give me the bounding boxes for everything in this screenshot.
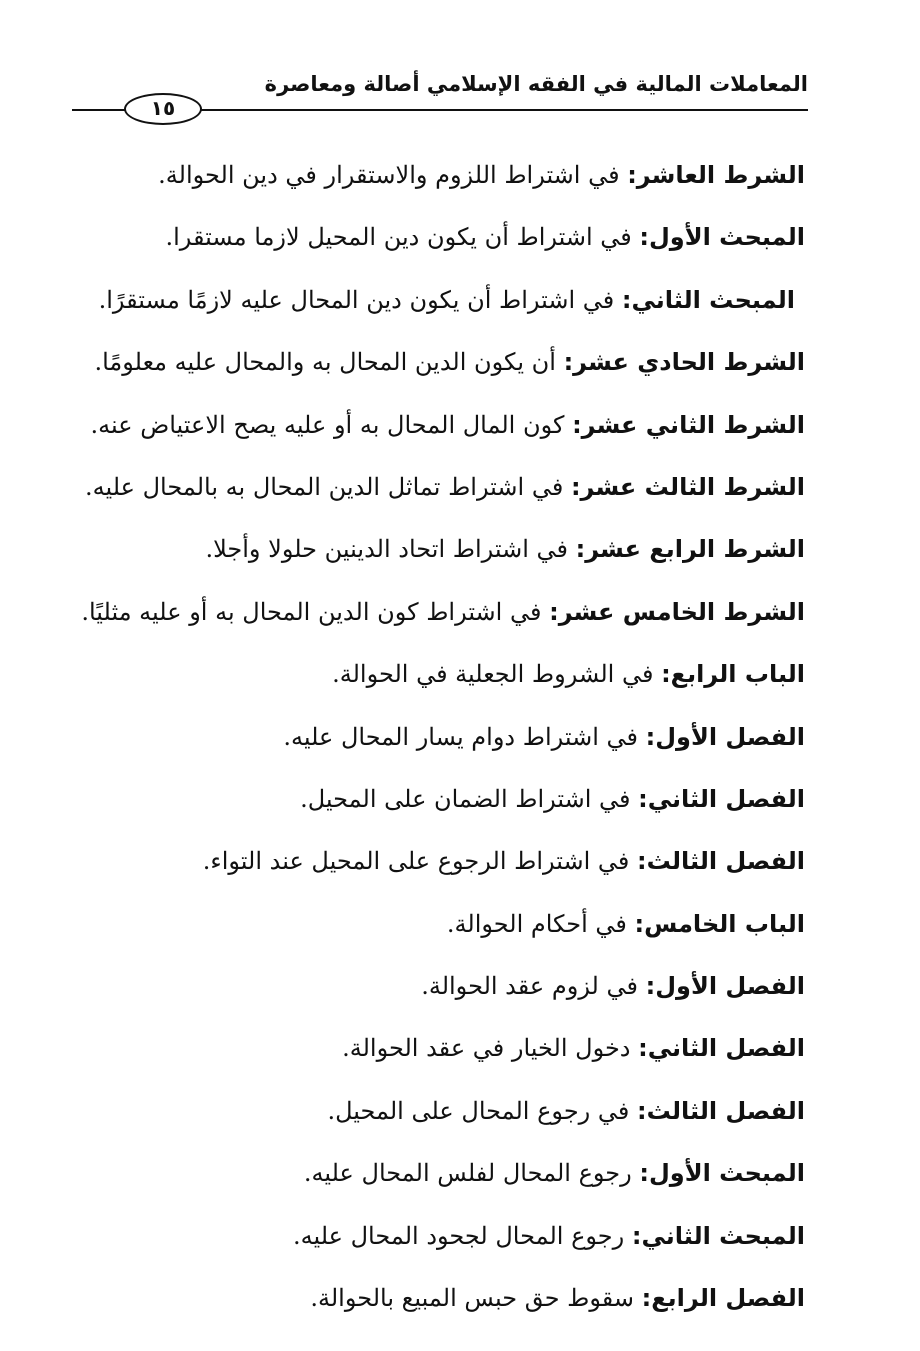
entry-text: في اشتراط الضمان على المحيل. [300, 784, 631, 813]
entry-heading: المبحث الثاني: [631, 1221, 805, 1250]
entry-heading: المبحث الثاني: [621, 285, 795, 314]
list-item [65, 774, 805, 836]
running-title: المعاملات المالية في الفقه الإسلامي أصالة ومعاصرة [264, 72, 808, 96]
entry-text: في اشتراط أن يكون دين المحيل لازما مستقرا. [165, 223, 632, 252]
entry-text: دخول الخيار في عقد الحوالة. [342, 1034, 631, 1063]
entry-heading: الباب الخامس: [634, 909, 805, 938]
list-item [65, 1211, 805, 1273]
contents-list [65, 150, 805, 1335]
entry-text: في اشتراط أن يكون دين المحال عليه لازمًا مستقرًا. [98, 285, 615, 314]
list-item [65, 212, 805, 274]
list-item [65, 1023, 805, 1085]
list-item [65, 649, 805, 711]
entry-heading: الشرط الثالث عشر: [570, 472, 805, 501]
entry-heading: الفصل الأول: [645, 972, 805, 1001]
list-item [65, 836, 805, 898]
entry-heading: الفصل الأول: [645, 722, 805, 751]
entry-heading: الفصل الثاني: [638, 784, 805, 813]
entry-heading: الشرط الرابع عشر: [575, 535, 805, 564]
entry-text: في الشروط الجعلية في الحوالة. [332, 660, 654, 689]
entry-text: رجوع المحال لجحود المحال عليه. [292, 1221, 625, 1250]
list-item [65, 400, 805, 462]
entry-text: في اشتراط الرجوع على المحيل عند التواء. [202, 847, 630, 876]
entry-text: سقوط حق حبس المبيع بالحوالة. [310, 1284, 635, 1313]
entry-heading: الشرط العاشر: [627, 161, 805, 189]
entry-heading: الفصل الثالث: [637, 847, 805, 876]
entry-heading: الفصل الرابع: [641, 1284, 805, 1313]
list-item [65, 150, 805, 212]
list-item [65, 712, 805, 774]
entry-heading: الباب الرابع: [661, 660, 805, 689]
entry-text: رجوع المحال لفلس المحال عليه. [303, 1159, 632, 1188]
entry-text: في لزوم عقد الحوالة. [421, 972, 638, 1001]
entry-text: في أحكام الحوالة. [446, 909, 627, 938]
list-item [65, 961, 805, 1023]
entry-heading: الفصل الثاني: [638, 1034, 805, 1063]
list-item [65, 899, 805, 961]
entry-heading: الشرط الخامس عشر: [549, 597, 805, 626]
list-item [65, 275, 805, 337]
page-number: ١٥ [124, 93, 202, 125]
list-item [65, 337, 805, 399]
entry-text: أن يكون الدين المحال به والمحال عليه معلومًا. [94, 348, 556, 377]
list-item [65, 1273, 805, 1335]
entry-heading: المبحث الأول: [639, 223, 805, 252]
entry-text: في اشتراط تماثل الدين المحال به بالمحال عليه. [84, 472, 564, 501]
list-item [65, 587, 805, 649]
entry-heading: المبحث الأول: [639, 1159, 805, 1188]
entry-text: في اشتراط اتحاد الدينين حلولا وأجلا. [205, 535, 568, 564]
entry-text: في رجوع المحال على المحيل. [327, 1096, 630, 1125]
list-item [65, 1148, 805, 1210]
entry-text: في اشتراط دوام يسار المحال عليه. [283, 722, 638, 751]
entry-heading: الشرط الحادي عشر: [563, 348, 805, 377]
list-item [65, 462, 805, 524]
entry-text: في اشتراط كون الدين المحال به أو عليه مثليًا. [81, 597, 542, 626]
entry-text: في اشتراط اللزوم والاستقرار في دين الحوالة. [158, 161, 620, 189]
entry-heading: الفصل الثالث: [637, 1096, 805, 1125]
entry-text: كون المال المحال به أو عليه يصح الاعتياض عنه. [90, 410, 565, 439]
list-item [65, 524, 805, 586]
list-item [65, 1086, 805, 1148]
entry-heading: الشرط الثاني عشر: [572, 410, 805, 439]
